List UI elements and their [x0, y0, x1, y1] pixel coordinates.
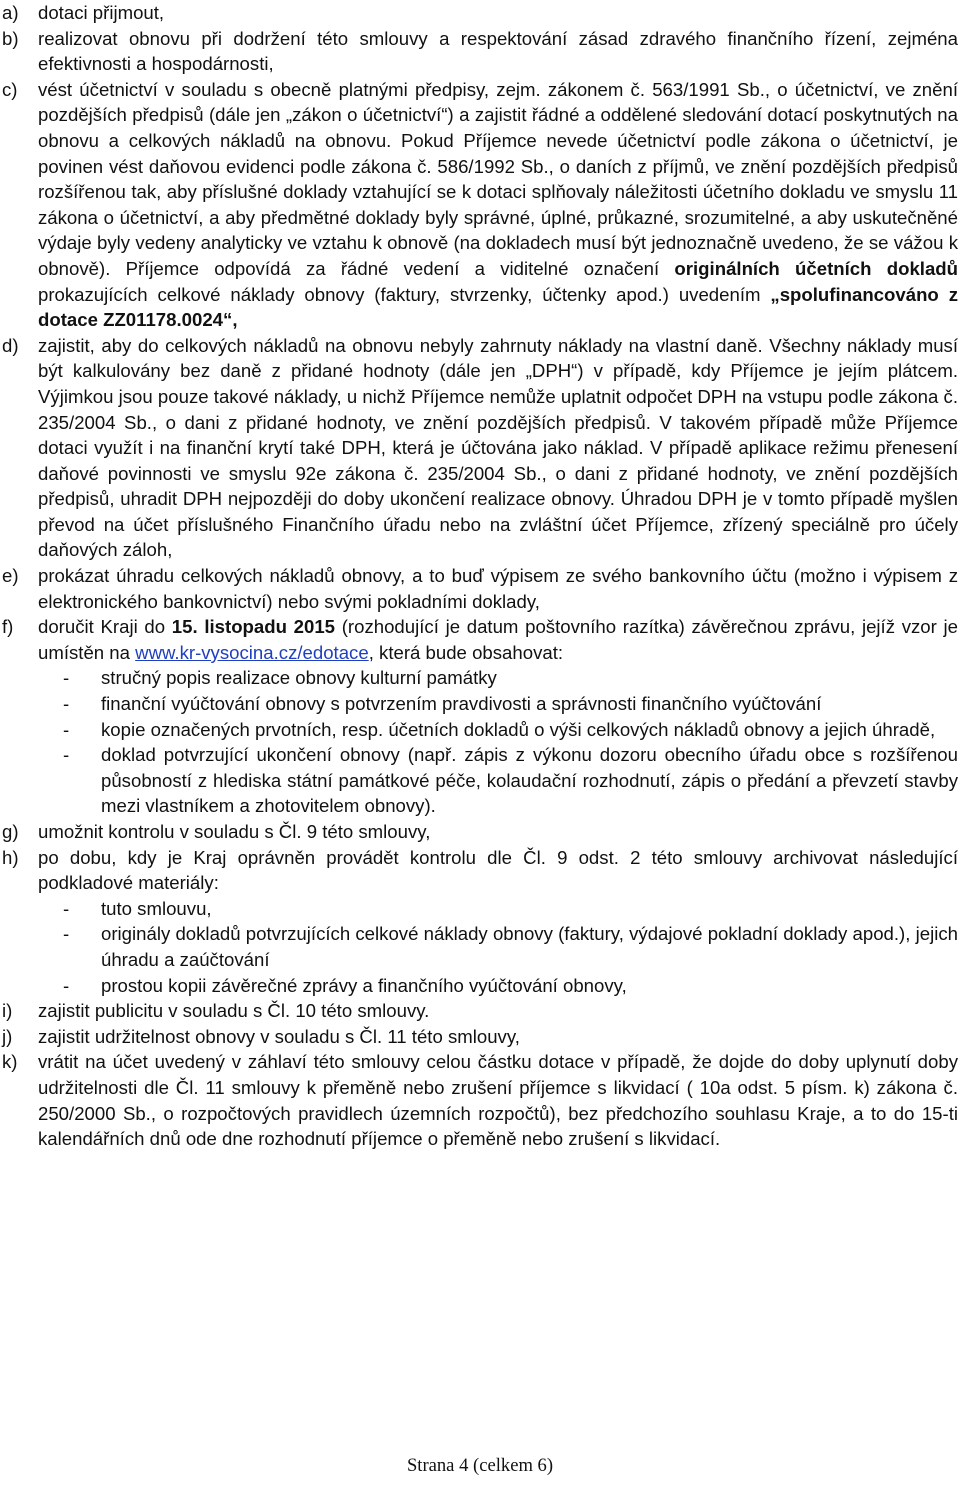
bold-text: originálních účetních dokladů: [674, 257, 959, 279]
list-item-label: h): [2, 846, 19, 868]
list-item-body: [38, 563, 958, 614]
list-item: [2, 998, 958, 1024]
text-run: doručit Kraji do: [38, 616, 172, 638]
paragraph: [38, 1024, 958, 1050]
sub-list-item-text: prostou kopii závěrečné zprávy a finančního vyúčtování obnovy,: [101, 974, 627, 996]
paragraph: [38, 563, 958, 614]
text-run: vrátit na účet uvedený v záhlaví této smlouvy celou částku dotace v případě, že dojde do doby uplynutí doby udržitelnosti dle Čl. 11 smlouvy k přeměně nebo zrušení příjemce s likvidací ( 10a odst. 5 písm. k) zákona č. 250/2000 Sb., o rozpočtových pravidlech územních rozpočtů), bez předchozího souhlasu Kraje, a to do 15-ti kalendářních dnů ode dne rozhodnutí příjemce o přeměně nebo zrušení s likvidací.: [38, 1051, 958, 1150]
sub-list-item-text: stručný popis realizace obnovy kulturní památky: [101, 667, 497, 689]
dash-bullet: -: [63, 744, 70, 766]
list-item-body: [38, 819, 958, 845]
document-body: [2, 0, 958, 1152]
sub-list-item: [38, 921, 958, 972]
paragraph: [38, 819, 958, 845]
sub-list-item-text: finanční vyúčtování obnovy s potvrzením pravdivosti a správnosti finančního vyúčtování: [101, 693, 822, 715]
list-item-body: [38, 0, 958, 26]
sub-list-item: [38, 717, 958, 743]
dash-bullet: -: [63, 897, 70, 919]
dash-bullet: -: [63, 923, 70, 945]
list-item-label: a): [2, 2, 19, 23]
list-item-body: [38, 26, 958, 77]
list-item: [2, 1024, 958, 1050]
list-item: [2, 77, 958, 333]
list-item: [2, 26, 958, 77]
text-run: zajistit, aby do celkových nákladů na obnovu nebyly zahrnuty náklady na vlastní daně. Všechny náklady musí být kalkulovány bez daně z přidané hodnoty (dále jen „DPH“) v případě, kdy Příjemce je jejím plátcem. Výjimkou jsou pouze takové náklady, u nichž Příjemce nemůže uplatnit odpočet DPH na vstupu podle zákona č. 235/2004 Sb., o dani z přidané hodnoty, ve znění pozdějších předpisů. V takovém případě může Příjemce dotaci využít i na finanční krytí také DPH, která je účtována jako náklad. V případě aplikace režimu přenesení daňové povinnosti ve smyslu 92e zákona č. 235/2004 Sb., o dani z přidané hodnoty, ve znění pozdějších předpisů, uhradit DPH nejpozději do doby ukončení realizace obnovy. Úhradou DPH je v tomto případě myšlen převod na účet příslušného Finančního úřadu nebo na zvláštní účet Příjemce, zřízený speciálně pro účely daňových záloh,: [38, 334, 958, 561]
paragraph: [38, 333, 958, 563]
sub-list-item-text: originály dokladů potvrzujících celkové náklady obnovy (faktury, výdajové pokladní doklady apod.), jejich úhradu a zaúčtování: [101, 923, 958, 970]
paragraph: [38, 998, 958, 1024]
list-item-label: f): [2, 616, 14, 638]
list-item-body: [38, 845, 958, 999]
paragraph: [38, 0, 958, 26]
sub-list-item-text: tuto smlouvu,: [101, 897, 212, 919]
list-item: [2, 333, 958, 563]
dash-bullet: -: [63, 693, 70, 715]
paragraph: [38, 845, 958, 896]
list-item: [2, 819, 958, 845]
list-item-label: d): [2, 334, 19, 356]
bold-text: 15. listopadu 2015: [171, 616, 336, 638]
text-run: zajistit udržitelnost obnovy v souladu s Čl. 11 této smlouvy,: [38, 1025, 520, 1047]
text-run: zajistit publicitu v souladu s Čl. 10 této smlouvy.: [38, 1000, 430, 1022]
dash-bullet: -: [63, 974, 70, 996]
list-item: [2, 1049, 958, 1151]
page-footer: Strana 4 (celkem 6): [406, 1455, 554, 1476]
dash-bullet: -: [63, 667, 70, 689]
list-item-label: e): [2, 565, 19, 587]
list-item-body: [38, 333, 958, 563]
list-item: [2, 845, 958, 999]
text-run: , která bude obsahovat:: [368, 641, 564, 663]
list-item-body: [38, 1024, 958, 1050]
sub-list-item: [38, 742, 958, 819]
text-run: dotaci přijmout,: [38, 2, 165, 23]
list-item-body: [38, 1049, 958, 1151]
list-item-label: j): [2, 1025, 13, 1047]
sub-list-item: [38, 691, 958, 717]
paragraph: [38, 77, 958, 333]
text-run: umožnit kontrolu v souladu s Čl. 9 této smlouvy,: [38, 821, 431, 842]
sub-list-item-text: doklad potvrzující ukončení obnovy (např. zápis z výkonu dozoru obecního úřadu obce s rozšířenou působností z hlediska státní památkové péče, kolaudační rozhodnutí, zápis o předání a převzetí stavby mezi vlastníkem a zhotovitelem obnovy).: [101, 744, 958, 817]
text-run: po dobu, kdy je Kraj oprávněn provádět kontrolu dle Čl. 9 odst. 2 této smlouvy archivovat následující podkladové materiály:: [38, 846, 958, 894]
sub-list-item: [38, 973, 958, 999]
dash-bullet: -: [63, 718, 70, 740]
list-item-label: c): [2, 78, 18, 100]
list-item-label: i): [2, 1000, 13, 1022]
list-item-label: b): [2, 27, 19, 49]
text-run: prokázat úhradu celkových nákladů obnovy, a to buď výpisem ze svého bankovního účtu (možno i výpisem z elektronického bankovnictví) nebo svými pokladními doklady,: [38, 565, 958, 612]
text-run: prokazujících celkové náklady obnovy (faktury, stvrzenky, účtenky apod.) uvedením: [38, 283, 771, 305]
bold-text: „spolufinancováno z dotace ZZ01178.0024“,: [38, 283, 958, 331]
list-item-body: [38, 998, 958, 1024]
sub-list-item: [38, 896, 958, 922]
list-item: [2, 614, 958, 819]
paragraph: [38, 1049, 958, 1151]
list-item-body: [38, 77, 958, 333]
list-item-body: [38, 614, 958, 819]
paragraph: [38, 26, 958, 77]
text-run: realizovat obnovu při dodržení této smlouvy a respektování zásad zdravého finančního řízení, zejména efektivnosti a hospodárnosti,: [38, 27, 958, 75]
list-item: [2, 0, 958, 26]
sub-list-item-text: kopie označených prvotních, resp. účetních dokladů o výši celkových nákladů obnovy a jejich úhradě,: [101, 718, 936, 740]
list-item-label: k): [2, 1051, 18, 1073]
paragraph: [38, 614, 958, 665]
sub-list-item: [38, 665, 958, 691]
edotace-link[interactable]: www.kr-vysocina.cz/edotace: [135, 641, 369, 663]
list-item: [2, 563, 958, 614]
text-run: (rozhodující je datum poštovního razítka) závěrečnou zprávu, jejíž vzor je umístěn na: [38, 616, 959, 663]
text-run: vést účetnictví v souladu s obecně platnými předpisy, zejm. zákonem č. 563/1991 Sb., o účetnictví, ve znění pozdějších předpisů (dále jen „zákon o účetnictví“) a zajistit řádné a oddělené sledování dotací poskytnutých na obnovu a celkových nákladů na obnovu. Pokud Příjemce nevede účetnictví podle zákona o účetnictví, je povinen vést daňovou evidenci podle zákona č. 586/1992 Sb., o daních z příjmů, ve znění pozdějších předpisů rozšířenou tak, aby příslušné doklady vztahující se k dotaci splňovaly náležitosti účetního dokladu ve smyslu 11 zákona o účetnictví, a aby předmětné doklady byly správné, úplné, průkazné, srozumitelné, a aby uskutečněné výdaje byly vedeny analyticky ve vztahu k obnově (na dokladech musí být jednoznačně uvedeno, že se vážou k obnově). Příjemce odpovídá za řádné vedení a viditelné označení: [38, 78, 958, 279]
list-item-label: g): [2, 821, 19, 842]
